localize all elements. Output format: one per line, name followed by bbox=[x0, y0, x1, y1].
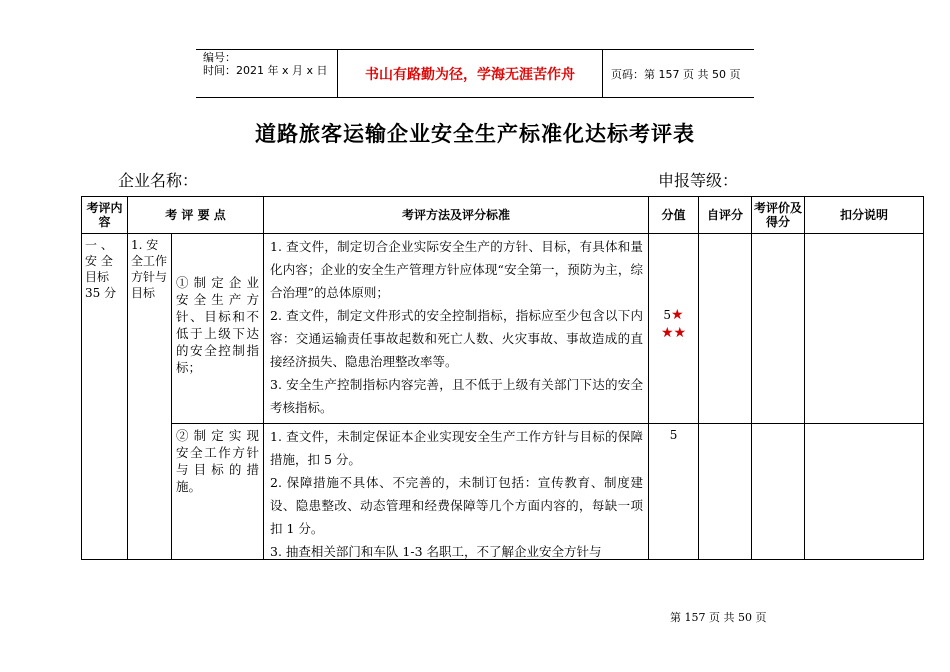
method-item: 1. 查文件，制定切合企业实际安全生产的方针、目标，有具体和量化内容；企业的安全生产管理方针应体现“安全第一，预防为主，综合治理”的总体原则； bbox=[270, 239, 644, 300]
star-icon: ★ bbox=[671, 307, 684, 323]
header-deduction: 扣分说明 bbox=[805, 197, 924, 234]
document-title: 道路旅客运输企业安全生产标准化达标考评表 bbox=[255, 121, 695, 146]
self-score-cell bbox=[699, 424, 752, 560]
header-motto: 书山有路勤为径，学海无涯苦作舟 bbox=[338, 50, 603, 97]
header-method: 考评方法及评分标准 bbox=[264, 197, 649, 234]
score-value: 5 bbox=[663, 308, 672, 322]
method-cell bbox=[264, 424, 649, 560]
review-score-cell bbox=[752, 234, 805, 424]
point-cell: ① 制 定 企 业 安 全 生 产 方 针、目标和不 低于上级下达 的安全控制指 标； bbox=[172, 234, 264, 424]
company-name-label: 企业名称： bbox=[118, 171, 199, 190]
header-review-score: 考评价及得分 bbox=[752, 197, 805, 234]
page-header bbox=[196, 49, 754, 98]
page-footer: 第 157 页 共 50 页 bbox=[670, 611, 767, 624]
evaluation-table bbox=[81, 196, 924, 560]
method-item: 2. 查文件，制定文件形式的安全控制指标，指标应至少包含以下内容：交通运输责任事故起数和死亡人数、火灾事故、事故造成的直接经济损失、隐患治理整改率等。 bbox=[270, 308, 644, 369]
header-self-score: 自评分 bbox=[699, 197, 752, 234]
time-label: 时间：2021 年 x 月 x 日 bbox=[203, 64, 328, 77]
self-score-cell bbox=[699, 234, 752, 424]
table-row bbox=[82, 234, 924, 424]
method-cell bbox=[264, 234, 649, 424]
header-meta bbox=[196, 50, 338, 97]
number-label: 编号： bbox=[203, 51, 236, 64]
method-item: 3. 抽查相关部门和车队 1-3 名职工，不了解企业安全方针与 bbox=[270, 544, 602, 559]
score-cell: 5 bbox=[649, 424, 699, 560]
header-points: 考 评 要 点 bbox=[128, 197, 264, 234]
table-row bbox=[82, 424, 924, 560]
deduction-cell bbox=[805, 234, 924, 424]
point-cell: ② 制 定 实 现 安全工作方针 与 目 标 的 措 施。 bbox=[172, 424, 264, 560]
method-item: 3. 安全生产控制指标内容完善，且不低于上级有关部门下达的安全考核指标。 bbox=[270, 377, 644, 415]
header-score: 分值 bbox=[649, 197, 699, 234]
review-score-cell bbox=[752, 424, 805, 560]
subitem-cell: 1. 安全工作方针与目标 bbox=[128, 234, 172, 560]
method-item: 2. 保障措施不具体、不完善的，未制订包括：宣传教育、制度建设、隐患整改、动态管理和经费保障等几个方面内容的，每缺一项扣 1 分。 bbox=[270, 475, 644, 536]
content-cell: 一 、 安 全 目标 35 分 bbox=[82, 234, 128, 560]
table-header-row bbox=[82, 197, 924, 234]
method-item: 1. 查文件，未制定保证本企业实现安全生产工作方针与目标的保障措施，扣 5 分。 bbox=[270, 429, 644, 467]
deduction-cell bbox=[805, 424, 924, 560]
grade-label: 申报等级： bbox=[658, 171, 739, 190]
header-content: 考评内容 bbox=[82, 197, 128, 234]
score-cell bbox=[649, 234, 699, 424]
star-icon: ★★ bbox=[660, 325, 687, 341]
header-page-info: 页码：第 157 页 共 50 页 bbox=[611, 67, 741, 81]
